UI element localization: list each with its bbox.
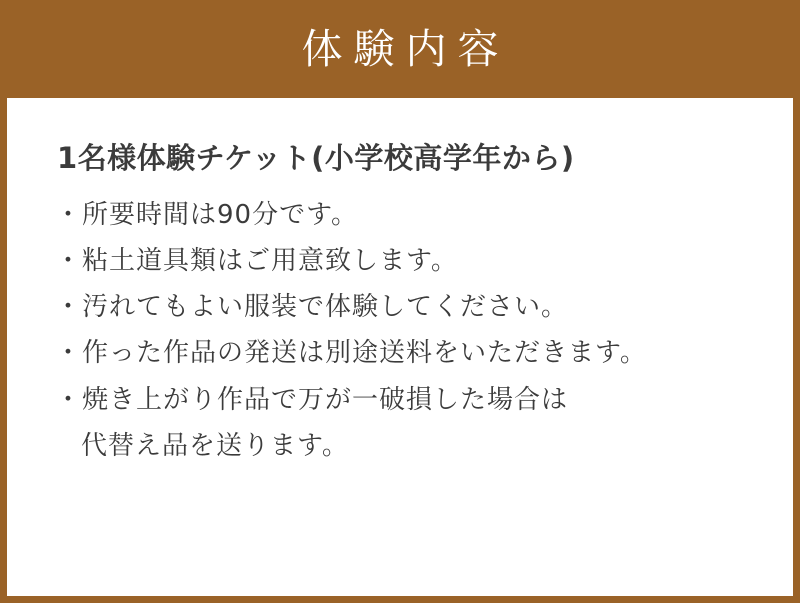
card-header (0, 0, 800, 98)
list-item: ・汚れてもよい服装で体験してください。 (55, 292, 569, 323)
list-item: ・所要時間は90分です。 (55, 199, 359, 230)
list-item: ・作った作品の発送は別途送料をいただきます。 (55, 338, 647, 369)
page-title: 体験内容 (301, 24, 510, 73)
ticket-heading: 1名様体験チケット(小学校高学年から) (57, 141, 575, 175)
card-body (7, 98, 793, 596)
list-item: ・焼き上がり作品で万が一破損した場合は (55, 384, 569, 415)
list-item: ・粘土道具類はご用意致します。 (55, 245, 458, 276)
list-item-continuation: 代替え品を送ります。 (81, 431, 349, 462)
notes-list (33, 192, 767, 470)
